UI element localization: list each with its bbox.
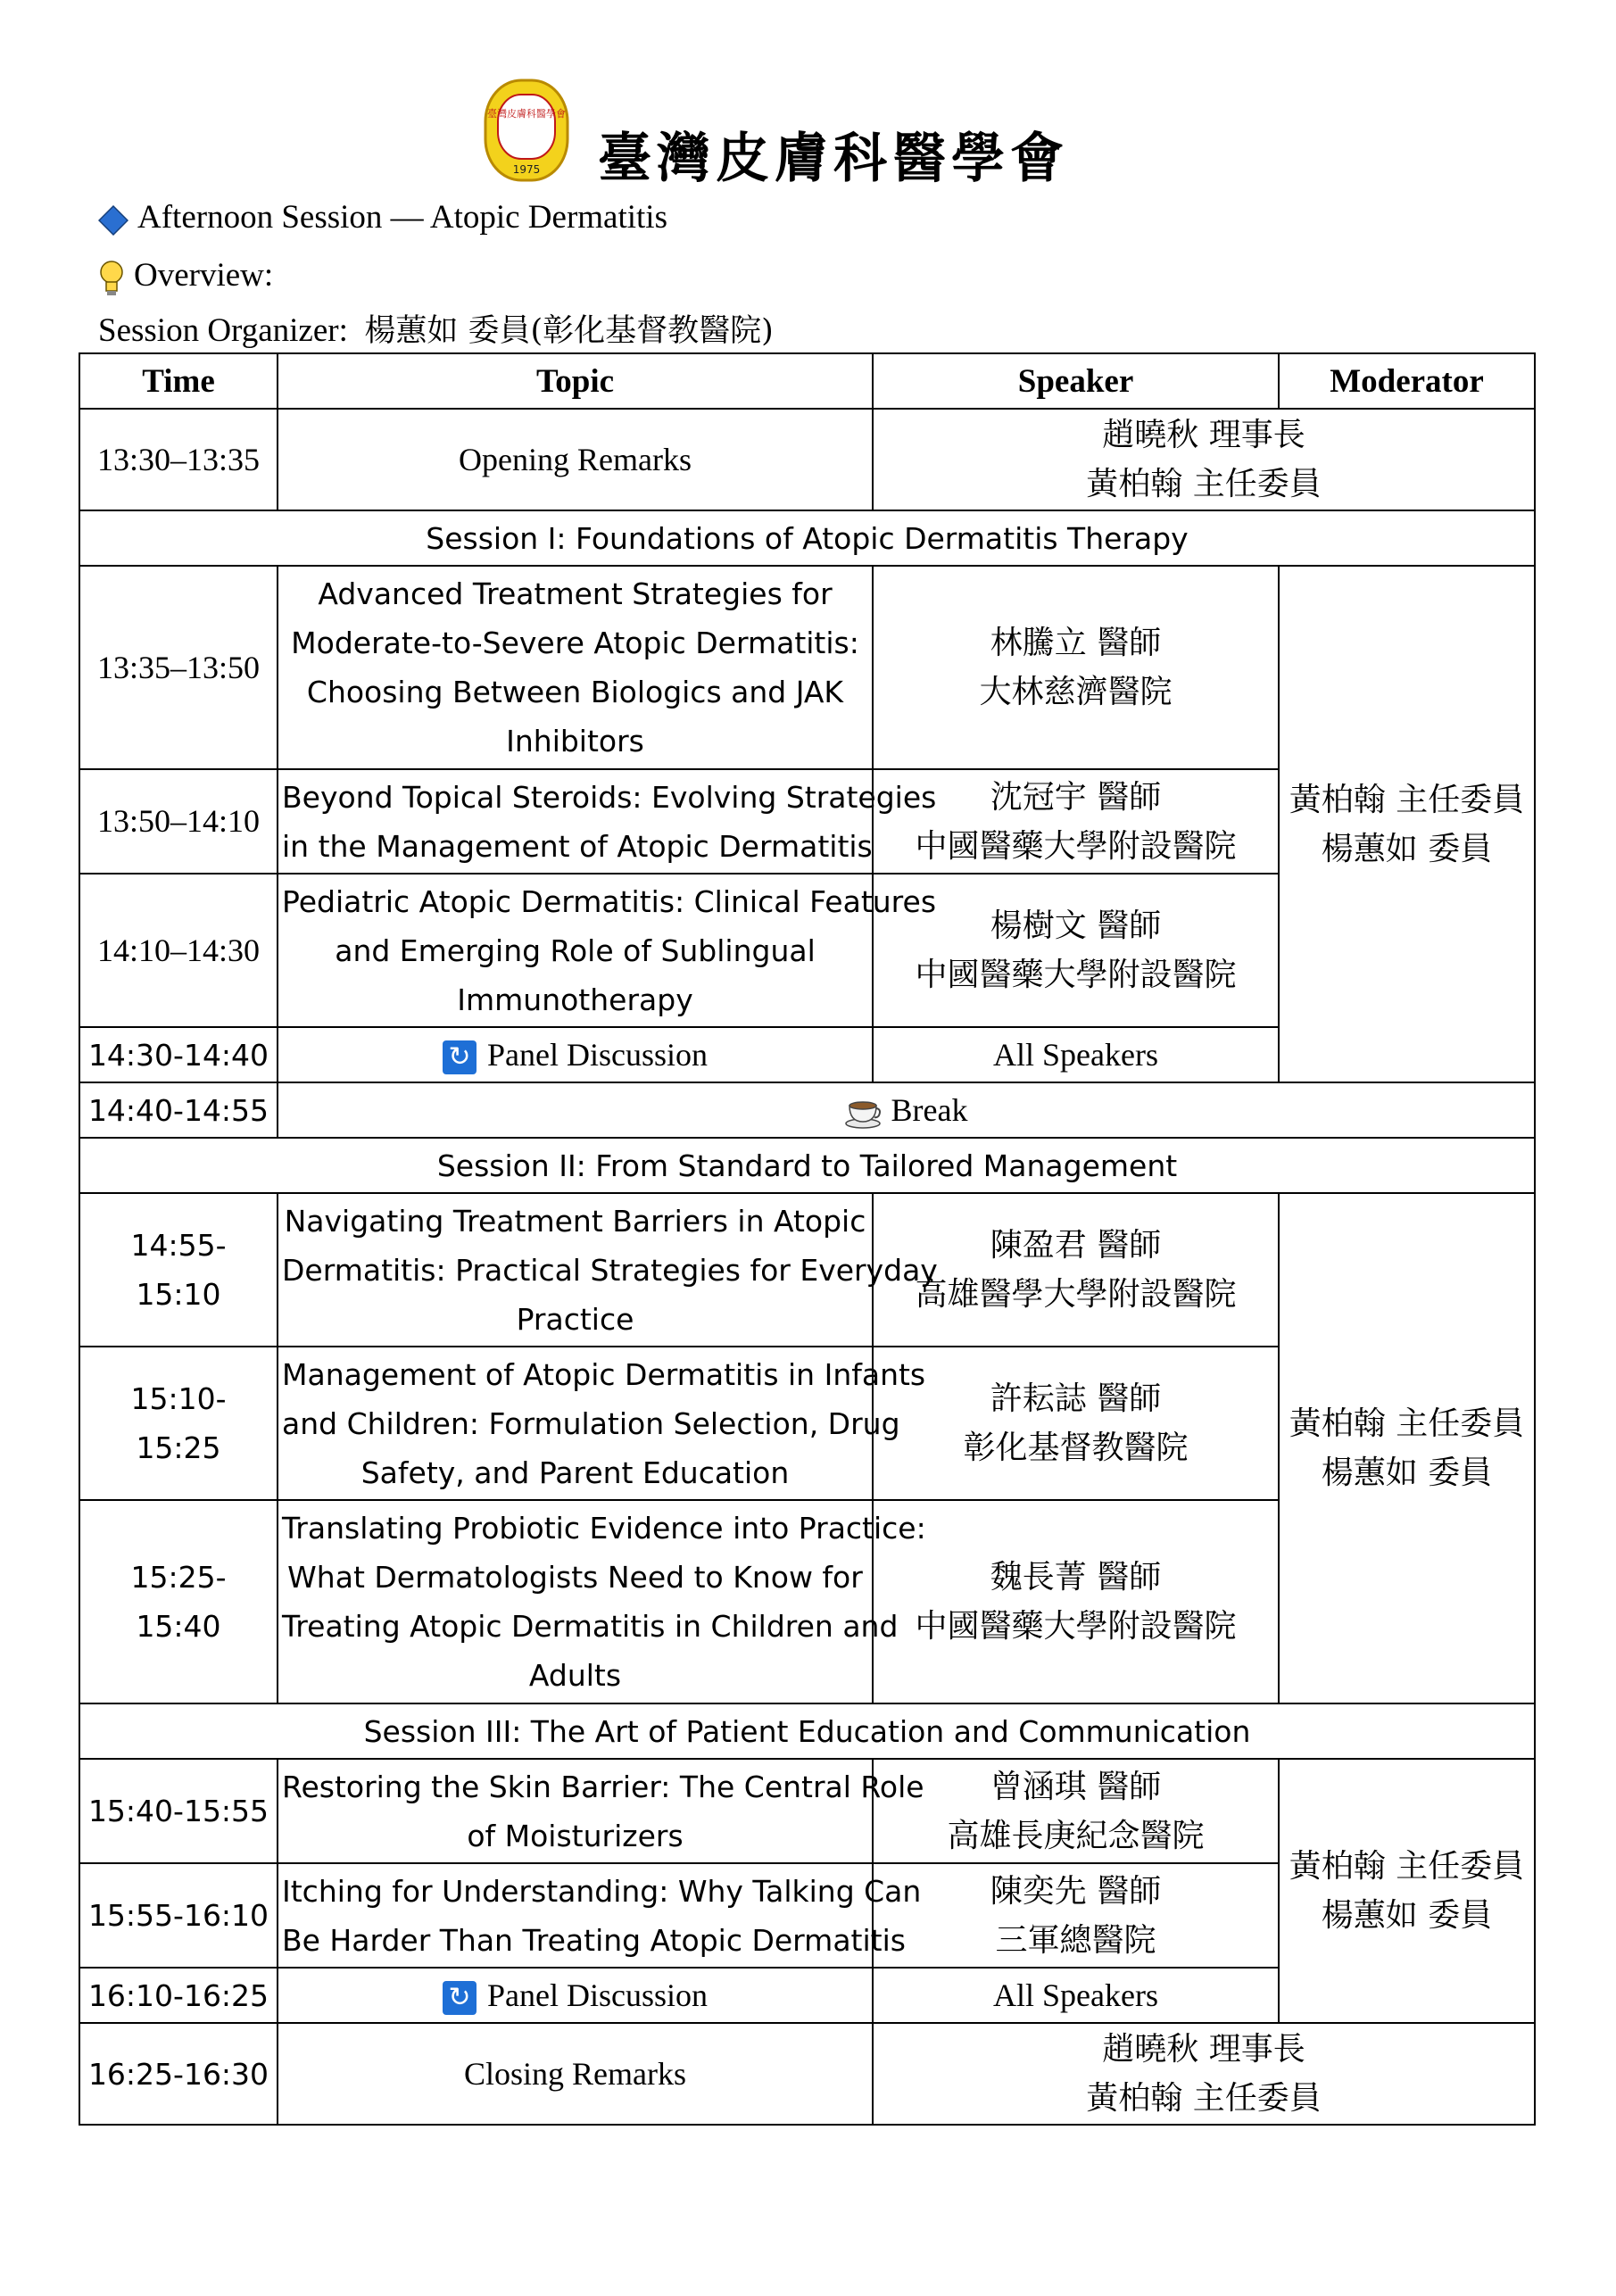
organizer-label: Session Organizer:	[98, 312, 348, 349]
time-cell: 14:55- 15:10	[79, 1193, 278, 1347]
time-cell: 15:40-15:55	[79, 1759, 278, 1863]
moderator-line: 黃柏翰 主任委員	[1289, 1848, 1525, 1885]
table-row	[79, 1759, 1535, 1863]
topic-line: Practice	[516, 1301, 634, 1337]
header-time: Time	[79, 353, 278, 409]
topic-line: Beyond Topical Steroids: Evolving Strategies	[282, 779, 937, 815]
speaker-affiliation: 中國醫藥大學附設醫院	[915, 1608, 1237, 1645]
topic-cell	[278, 1347, 926, 1500]
topic-cell	[278, 874, 937, 1027]
topic-cell	[278, 1863, 922, 1968]
topic-cell: Closing Remarks	[278, 2023, 873, 2125]
time-cell: 14:40-14:55	[79, 1082, 278, 1138]
schedule-table	[79, 352, 1536, 2126]
speaker-cell	[873, 1759, 1279, 1863]
speaker-name: 曾涵琪 醫師	[990, 1768, 1162, 1805]
topic-line: Immunotherapy	[457, 982, 693, 1017]
topic-cell: Opening Remarks	[278, 409, 873, 510]
speaker-name: 楊樹文 醫師	[990, 908, 1162, 944]
speaker-name: 陳奕先 醫師	[990, 1872, 1162, 1910]
moderator-cell	[1279, 566, 1535, 1082]
speaker-cell	[873, 409, 1535, 510]
page-header	[482, 71, 1069, 205]
session-heading-row	[79, 1138, 1535, 1193]
topic-cell	[278, 1500, 926, 1703]
header-moderator: Moderator	[1279, 353, 1535, 409]
topic-line: Choosing Between Biologics and JAK	[306, 675, 844, 709]
logo-text-1: 臺灣皮膚科醫學會	[487, 108, 566, 120]
topic-line: Navigating Treatment Barriers in Atopic	[284, 1203, 866, 1239]
topic-line: Translating Probiotic Evidence into Practice:	[282, 1511, 926, 1546]
time-cell: 15:10- 15:25	[79, 1347, 278, 1500]
topic-line: and Children: Formulation Selection, Drug	[282, 1405, 900, 1441]
topic-line: Be Harder Than Treating Atopic Dermatitis	[282, 1922, 906, 1958]
break-label: Break	[891, 1091, 968, 1128]
moderator-cell	[1279, 1193, 1535, 1703]
moderator-line: 黃柏翰 主任委員	[1289, 781, 1525, 818]
speaker-affiliation: 中國醫藥大學附設醫院	[915, 957, 1237, 993]
session-2-title: Session II: From Standard to Tailored Management	[79, 1138, 1535, 1193]
speaker-name: 陳盈君 醫師	[990, 1227, 1162, 1264]
topic-cell	[278, 1759, 924, 1863]
topic-line: Pediatric Atopic Dermatitis: Clinical Features	[282, 883, 937, 919]
time-cell: 14:10–14:30	[79, 874, 278, 1027]
speaker-line: 趙曉秋 理事長	[1102, 2031, 1305, 2068]
speaker-affiliation: 高雄醫學大學附設醫院	[915, 1276, 1237, 1313]
table-row	[79, 409, 1535, 510]
moderator-cell	[1279, 1759, 1535, 2023]
speaker-cell	[873, 1347, 1279, 1500]
break-row	[79, 1082, 1535, 1138]
refresh-icon: ↻	[443, 1040, 477, 1074]
time-cell: 13:30–13:35	[79, 409, 278, 510]
table-row	[79, 566, 1535, 769]
speaker-line: 趙曉秋 理事長	[1102, 417, 1305, 453]
topic-line: of Moisturizers	[467, 1818, 684, 1853]
topic-line: Management of Atopic Dermatitis in Infants	[282, 1356, 926, 1392]
topic-line: Moderate-to-Severe Atopic Dermatitis:	[291, 626, 859, 660]
overview-label: Overview:	[134, 257, 274, 294]
topic-cell	[278, 1027, 873, 1082]
topic-line: Restoring the Skin Barrier: The Central Role	[282, 1769, 924, 1804]
topic-line: Safety, and Parent Education	[360, 1455, 790, 1490]
break-cell	[278, 1082, 1535, 1138]
time-cell: 13:50–14:10	[79, 769, 278, 874]
organizer-line	[98, 306, 774, 351]
moderator-line: 楊蕙如 委員	[1321, 1897, 1493, 1934]
speaker-cell	[873, 1863, 1279, 1968]
time-cell: 13:35–13:50	[79, 566, 278, 769]
society-seal-logo	[482, 77, 571, 184]
speaker-name: 許耘誌 醫師	[990, 1380, 1162, 1417]
panel-discussion-label: Panel Discussion	[487, 1036, 708, 1073]
session-heading-row	[79, 510, 1535, 566]
topic-cell	[278, 1968, 873, 2023]
header-topic: Topic	[278, 353, 873, 409]
speaker-cell	[873, 566, 1279, 769]
time-cell: 16:10-16:25	[79, 1968, 278, 2023]
refresh-icon: ↻	[443, 1981, 477, 2015]
overview-line	[98, 256, 273, 297]
speaker-cell: All Speakers	[873, 1968, 1279, 2023]
topic-line: What Dermatologists Need to Know for	[287, 1560, 863, 1595]
panel-discussion-label: Panel Discussion	[487, 1977, 708, 2013]
time-cell: 16:25-16:30	[79, 2023, 278, 2125]
topic-cell	[278, 769, 937, 874]
speaker-cell: All Speakers	[873, 1027, 1279, 1082]
speaker-line: 黃柏翰 主任委員	[1086, 466, 1322, 502]
topic-line: Inhibitors	[506, 724, 644, 758]
speaker-affiliation: 高雄長庚紀念醫院	[947, 1817, 1205, 1854]
topic-line: Itching for Understanding: Why Talking Can	[282, 1873, 922, 1909]
topic-cell	[278, 566, 873, 769]
moderator-line: 黃柏翰 主任委員	[1289, 1405, 1525, 1442]
lightbulb-icon	[98, 260, 125, 297]
topic-line: Treating Atopic Dermatitis in Children and	[282, 1609, 899, 1644]
topic-line: Dermatitis: Practical Strategies for Everyday	[282, 1252, 938, 1288]
logo-year: 1975	[512, 163, 541, 176]
topic-line: in the Management of Atopic Dermatitis	[282, 828, 873, 864]
organizer-name: 楊蕙如 委員(彰化基督教醫院)	[364, 313, 774, 349]
org-name: 臺灣皮膚科醫學會	[598, 128, 1069, 190]
speaker-affiliation: 中國醫藥大學附設醫院	[915, 827, 1237, 865]
teacup-icon	[845, 1097, 883, 1129]
header-speaker: Speaker	[873, 353, 1279, 409]
table-header-row	[79, 353, 1535, 409]
speaker-line: 黃柏翰 主任委員	[1086, 2080, 1322, 2117]
topic-line: and Emerging Role of Sublingual	[335, 932, 816, 968]
session-heading-row	[79, 1703, 1535, 1759]
session-title-line	[98, 198, 667, 236]
speaker-name: 林騰立 醫師	[990, 625, 1162, 661]
speaker-affiliation: 彰化基督教醫院	[963, 1430, 1189, 1466]
topic-cell	[278, 1193, 938, 1347]
table-row	[79, 2023, 1535, 2125]
time-cell: 14:30-14:40	[79, 1027, 278, 1082]
session-title: Afternoon Session — Atopic Dermatitis	[137, 199, 667, 236]
table-row	[79, 1193, 1535, 1347]
speaker-affiliation: 三軍總醫院	[995, 1921, 1156, 1959]
topic-line: Advanced Treatment Strategies for	[318, 576, 833, 611]
moderator-line: 楊蕙如 委員	[1321, 830, 1493, 867]
speaker-cell	[873, 1193, 1279, 1347]
speaker-affiliation: 大林慈濟醫院	[979, 674, 1173, 710]
moderator-line: 楊蕙如 委員	[1321, 1455, 1493, 1491]
time-cell: 15:25- 15:40	[79, 1500, 278, 1703]
speaker-cell	[873, 2023, 1535, 2125]
session-1-title: Session I: Foundations of Atopic Dermatitis Therapy	[79, 510, 1535, 566]
topic-line: Adults	[528, 1658, 622, 1693]
blue-diamond-icon	[98, 205, 128, 236]
speaker-cell	[873, 1500, 1279, 1703]
speaker-name: 沈冠宇 醫師	[990, 778, 1162, 816]
session-3-title: Session III: The Art of Patient Education and Communication	[79, 1703, 1535, 1759]
time-cell: 15:55-16:10	[79, 1863, 278, 1968]
speaker-name: 魏長菁 醫師	[990, 1559, 1162, 1596]
